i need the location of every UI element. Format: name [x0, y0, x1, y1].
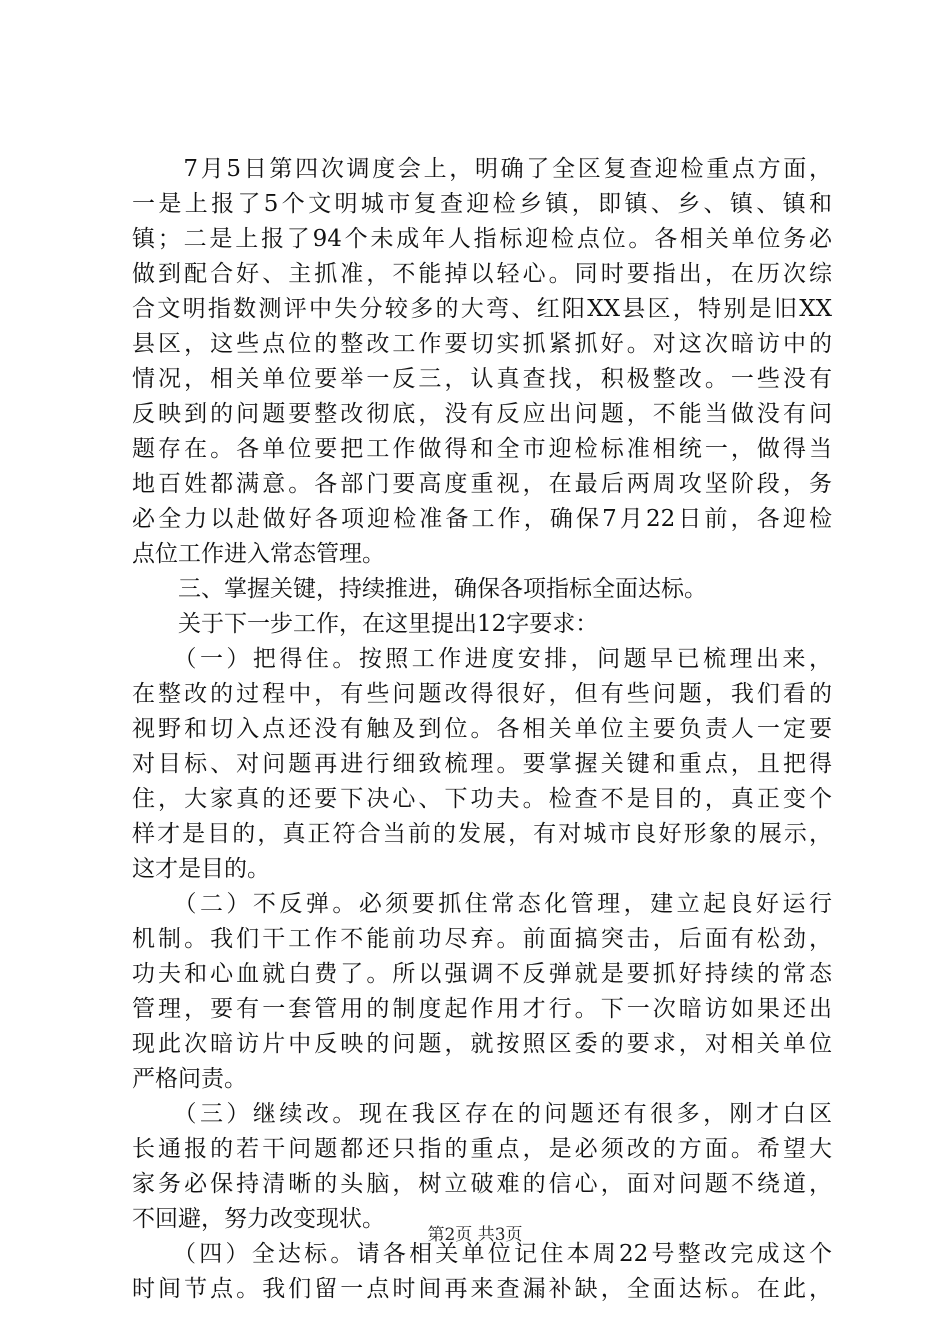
text-line: 不回避，努力改变现状。: [132, 1206, 385, 1232]
text-line: 三、掌握关键，持续推进，确保各项指标全面达标。: [132, 576, 707, 602]
text-line: （一）把得住。按照工作进度安排，问题早已梳理出来，: [132, 646, 832, 672]
text-line: 现此次暗访片中反映的问题，就按照区委的要求，对相关单位: [132, 1031, 832, 1057]
text-line: 一是上报了5个文明城市复查迎检乡镇，即镇、乡、镇、镇和: [132, 191, 832, 217]
text-line: 对目标、对问题再进行细致梳理。要掌握关键和重点，且把得: [132, 751, 832, 777]
page-footer: [0, 1224, 950, 1246]
text-line: 长通报的若干问题都还只指的重点，是必须改的方面。希望大: [132, 1136, 832, 1162]
text-line: 功夫和心血就白费了。所以强调不反弹就是要抓好持续的常态: [132, 961, 832, 987]
text-line: 镇；二是上报了94个未成年人指标迎检点位。各相关单位务必: [132, 226, 832, 252]
text-line: （三）继续改。现在我区存在的问题还有很多，刚才白区: [132, 1101, 832, 1127]
document-body: [132, 152, 832, 1307]
page-number-label: 第2页 共3页: [427, 1225, 523, 1245]
text-line: 视野和切入点还没有触及到位。各相关单位主要负责人一定要: [132, 716, 832, 742]
text-line: 题存在。各单位要把工作做得和全市迎检标准相统一，做得当: [132, 436, 832, 462]
text-line: 必全力以赴做好各项迎检准备工作，确保7月22日前，各迎检: [132, 506, 832, 532]
text-line: 机制。我们干工作不能前功尽弃。前面搞突击，后面有松劲，: [132, 926, 832, 952]
text-line: 做到配合好、主抓准，不能掉以轻心。同时要指出，在历次综: [132, 261, 832, 287]
text-line: （四）全达标。请各相关单位记住本周22号整改完成这个: [132, 1241, 832, 1267]
text-line: 7月5日第四次调度会上，明确了全区复查迎检重点方面，: [132, 156, 832, 182]
text-line: 县区，这些点位的整改工作要切实抓紧抓好。对这次暗访中的: [132, 331, 832, 357]
text-line: 关于下一步工作，在这里提出12字要求：: [132, 611, 599, 637]
text-line: 这才是目的。: [132, 856, 270, 882]
text-line: 反映到的问题要整改彻底，没有反应出问题，不能当做没有问: [132, 401, 832, 427]
text-line: 合文明指数测评中失分较多的大弯、红阳XX县区，特别是旧XX: [132, 296, 832, 322]
text-line: 地百姓都满意。各部门要高度重视，在最后两周攻坚阶段，务: [132, 471, 832, 497]
text-line: 家务必保持清晰的头脑，树立破难的信心，面对问题不绕道，: [132, 1171, 832, 1197]
text-line: 点位工作进入常态管理。: [132, 541, 385, 567]
text-line: 时间节点。我们留一点时间再来查漏补缺，全面达标。在此，: [132, 1276, 832, 1302]
text-line: 严格问责。: [132, 1066, 247, 1092]
text-line: 管理，要有一套管用的制度起作用才行。下一次暗访如果还出: [132, 996, 832, 1022]
text-line: 住，大家真的还要下决心、下功夫。检查不是目的，真正变个: [132, 786, 832, 812]
text-line: 样才是目的，真正符合当前的发展，有对城市良好形象的展示，: [132, 821, 832, 847]
text-line: （二）不反弹。必须要抓住常态化管理，建立起良好运行: [132, 891, 832, 917]
text-line: 在整改的过程中，有些问题改得很好，但有些问题，我们看的: [132, 681, 832, 707]
text-line: 情况，相关单位要举一反三，认真查找，积极整改。一些没有: [132, 366, 832, 392]
